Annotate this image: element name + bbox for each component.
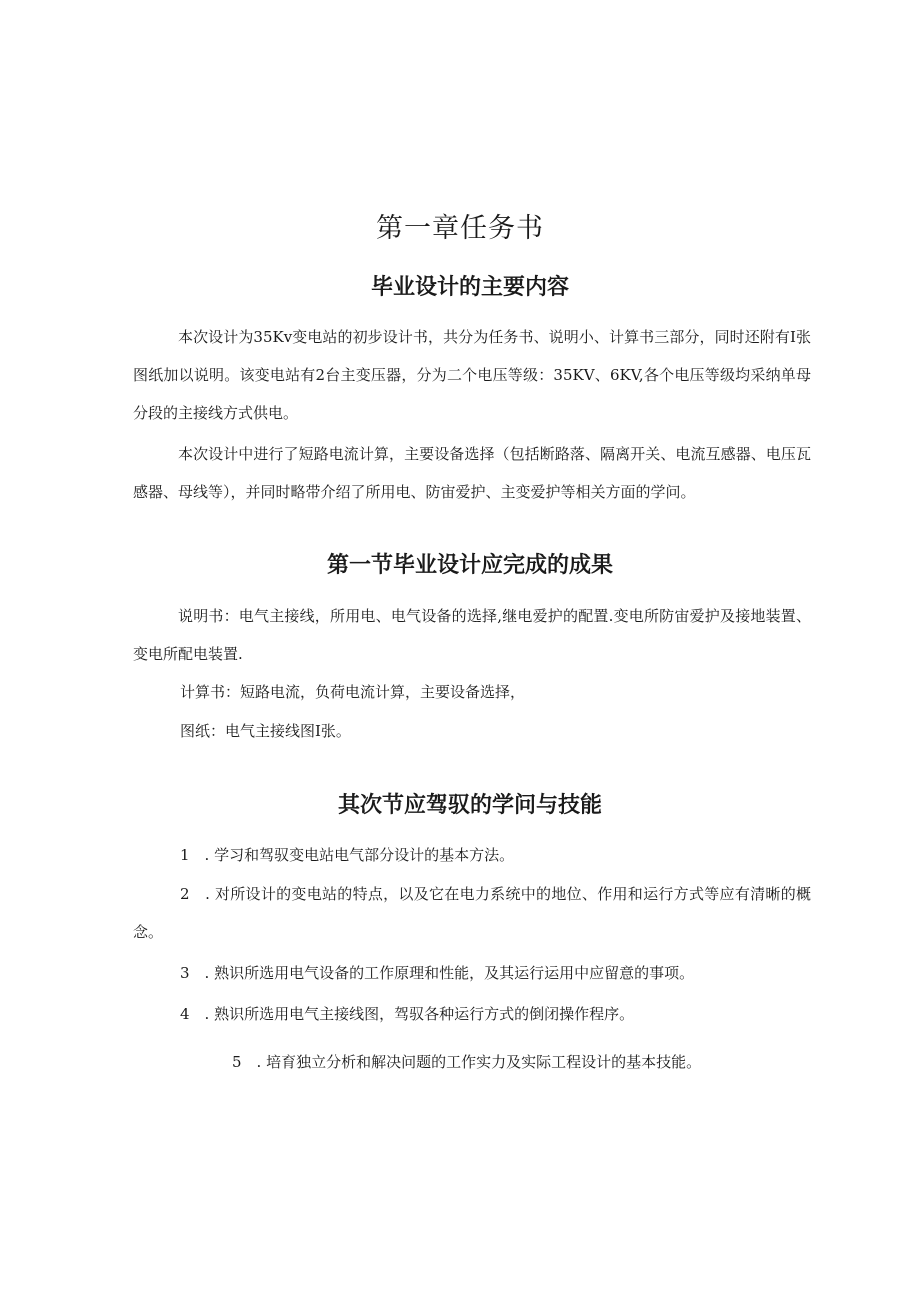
- paragraph-calculations-overview: 本次设计中进行了短路电流计算，主要设备选择（包括断路落、隔离开关、电流互感器、电压瓦感器、母线等），并同时略带介绍了所用电、防宙爱护、主变爱护等相关方面的学问。: [133, 445, 811, 501]
- list-item: 5 . 培育独立分析和解决问题的工作实力及实际工程设计的基本技能。: [232, 1053, 702, 1071]
- list-item: 1 . 学习和驾驭变电站电气部分设计的基本方法。: [180, 846, 515, 864]
- list-item: 4 . 熟识所选用电气主接线图，驾驭各种运行方式的倒闭操作程序。: [180, 1005, 635, 1023]
- list-item: 3 . 熟识所选用电气设备的工作原理和性能，及其运行运用中应留意的事项。: [180, 964, 695, 982]
- list-item: 2 . 对所设计的变电站的特点，以及它在电力系统中的地位、作用和运行方式等应有清晰的概念。: [133, 885, 811, 941]
- paragraph-design-overview: 本次设计为35Kv变电站的初步设计书，共分为任务书、说明小、计算书三部分，同时还附有I张图纸加以说明。该变电站有2台主变压器，分为二个电压等级：35KV、6KV,各个电压等级均采纳单母分段的主接线方式供电。: [133, 328, 811, 422]
- line-calculation-book: 计算书：短路电流，负荷电流计算，主要设备选择，: [180, 683, 526, 701]
- section-heading-main-content: 毕业设计的主要内容: [370, 275, 569, 300]
- section-heading-deliverables: 第一节毕业设计应完成的成果: [326, 553, 613, 578]
- chapter-title: 第一章任务书: [376, 213, 544, 244]
- line-drawings: 图纸：电气主接线图I张。: [180, 722, 351, 740]
- paragraph-specification: 说明书：电气主接线，所用电、电气设备的选择,继电爱护的配置.变电所防宙爱护及接地装置、变电所配电装置.: [133, 607, 811, 663]
- section-heading-skills: 其次节应驾驭的学问与技能: [337, 793, 602, 818]
